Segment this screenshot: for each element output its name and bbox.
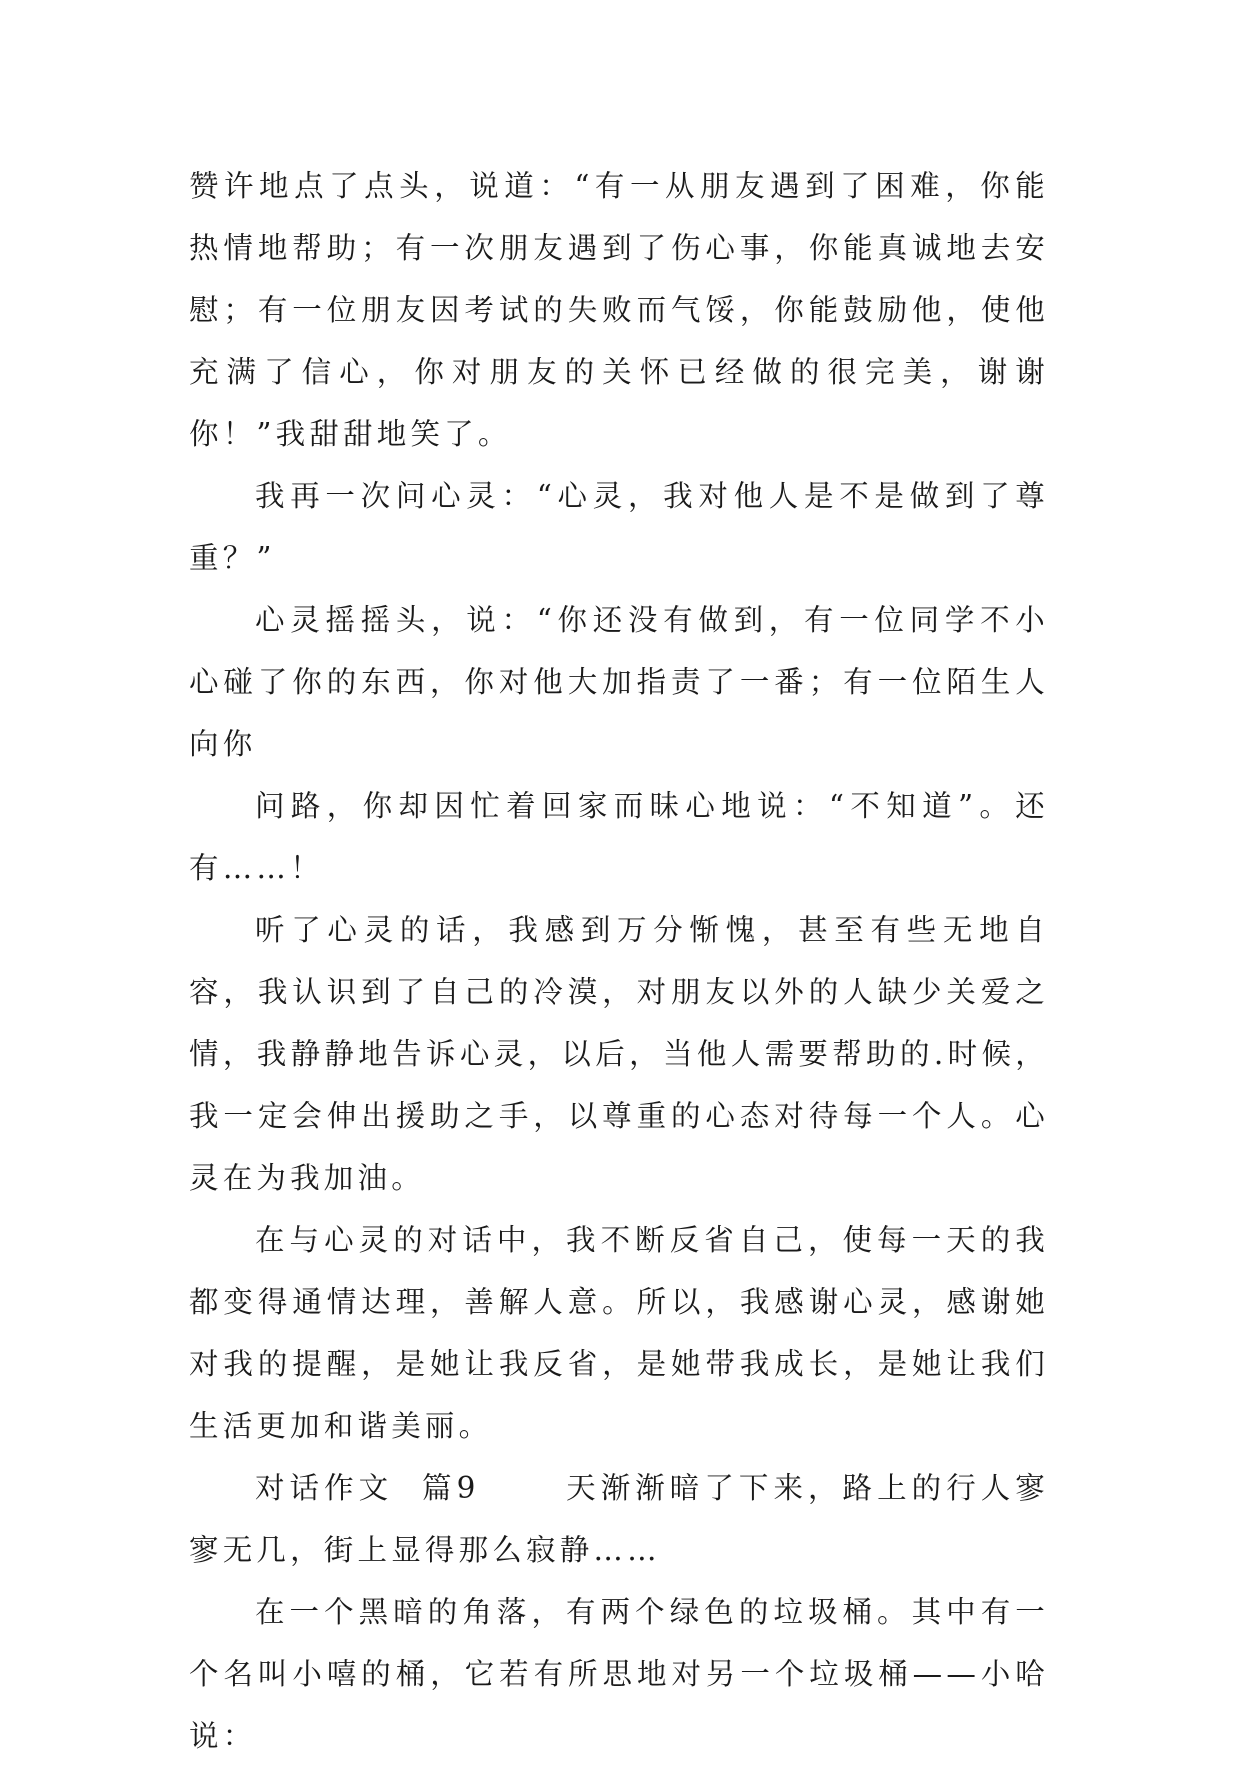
paragraph-8: 在一个黑暗的角落，有两个绿色的垃圾桶。其中有一个名叫小嘻的桶，它若有所思地对另一个垃圾桶——小哈说： xyxy=(189,1595,1049,1753)
paragraph-6: 在与心灵的对话中，我不断反省自己，使每一天的我都变得通情达理，善解人意。所以，我感谢心灵，感谢她对我的提醒，是她让我反省，是她带我成长，是她让我们生活更加和谐美丽。 xyxy=(189,1223,1049,1443)
paragraph-4: 问路，你却因忙着回家而昧心地说：“不知道”。还有……！ xyxy=(189,789,1049,885)
paragraph-1: 赞许地点了点头，说道：“有一从朋友遇到了困难，你能热情地帮助；有一次朋友遇到了伤心事，你能真诚地去安慰；有一位朋友因考试的失败而气馁，你能鼓励他，使他充满了信心，你对朋友的关怀已经做的很完美，谢谢你！”我甜甜地笑了。 xyxy=(189,169,1049,451)
paragraph-2: 我再一次问心灵：“心灵，我对他人是不是做到了尊重？” xyxy=(189,479,1049,575)
paragraph-3: 心灵摇摇头，说：“你还没有做到，有一位同学不小心碰了你的东西，你对他大加指责了一番；有一位陌生人向你 xyxy=(189,603,1049,761)
paragraph-5: 听了心灵的话，我感到万分惭愧，甚至有些无地自容，我认识到了自己的冷漠，对朋友以外的人缺少关爱之情，我静静地告诉心灵，以后，当他人需要帮助的.时候，我一定会伸出援助之手，以尊重的心态对待每一个人。心灵在为我加油。 xyxy=(189,913,1049,1195)
document-body xyxy=(189,155,1049,1767)
paragraph-7: 对话作文 篇9 天渐渐暗了下来，路上的行人寥寥无几，街上显得那么寂静…… xyxy=(189,1471,1049,1567)
